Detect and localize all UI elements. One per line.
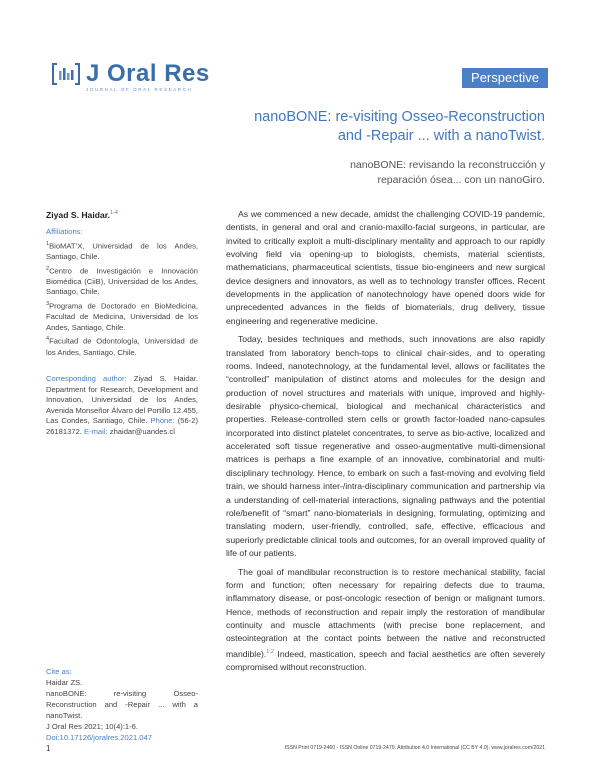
cite-title: nanoBONE: re-visiting Osseo-Reconstruction and -Repair ... with a nanoTwist. [46,689,198,720]
affiliation-number: 3 [46,301,50,308]
affiliation-item [46,334,198,358]
cite-label: Cite as: [46,667,72,676]
cite-as [46,666,198,743]
affiliation-number: 2 [46,265,50,272]
license-text: ISSN Print 0719-2460 - ISSN Online 0719-2479. Attribution 4.0 International (CC BY 4.0). www.joralres.com/2021 [284,745,545,751]
subtitle-line-2: reparación ósea... con un nanoGiro. [377,174,545,186]
affiliation-item [46,264,198,298]
affiliations-label: Affiliations: [46,227,83,237]
email-link[interactable]: zhaidar@uandes.cl [107,427,175,437]
reference-superscript[interactable]: 1,2 [266,648,274,655]
cite-doi-link[interactable]: Doi:10.17126/joralres.2021.047 [46,733,152,742]
paragraph-3-text-a: The goal of mandibular reconstruction is to restore mechanical stability, facial form and function; often necessary for repairing defects due to trauma, inflammatory disease, or post-oncologic resection of benign or malignant tumors. Hence, methods of reconstruction and repair imply the restoration of mandibular continuity and muscle attachments (with precise bone replacement, and osteointegration at the contact points between the native and reconstructed mandible). [226,566,545,659]
journal-name: J Oral Res [86,60,210,87]
journal-subtitle: JOURNAL OF ORAL RESEARCH [86,87,193,92]
title-line-2: and -Repair ... with a nanoTwist. [337,128,545,144]
email-label: E-mail: [84,427,108,437]
author-superscript: 1-4 [110,210,118,216]
affiliation-item [46,299,198,333]
paragraph-3-text-b: Indeed, mastication, speech and facial aesthetics are often severely compromised without reconstruction. [226,648,545,672]
section-badge: Perspective [462,68,548,88]
affiliation-text: BioMAT’X, Universidad de los Andes, Santiago, Chile. [46,241,198,262]
affiliation-text: Facultad de Odontología, Universidad de los Andes, Santiago, Chile. [46,336,198,357]
page-number: 1 [46,744,51,753]
title-line-1: nanoBONE: re-visiting Osseo-Reconstruction [254,109,545,125]
body-text [226,208,545,679]
cite-author: Haidar ZS. [46,678,83,687]
affiliation-item [46,239,198,263]
phone-value: (56-2) 26181372. [46,416,198,437]
body-paragraph-2: Today, besides techniques and methods, such innovations are also rapidly translated from laboratory bench-tops to clinical chair-sides, and to operating rooms. Indeed, nanotechnology, at the fundamental level, allows or facilitates the “controlled” manipulation of distinct atoms and molecules for the design and production of novel structures and materials with unique, improved and highly-desirable physico-chemical, biological and mechanical characteristics and properties. Release-controlled stem cells or growth factor-loaded nano-capsules incorporated into distinct platelet concentrates, to serve as bio-active, localized and accelerated soft tissue regenerative and osseo-augmentative multi-dimensional matrices is perhaps a fine example of an innovative, combinatorial and multi-disciplinary technology. Hence, to embark on such a fast-moving and evolving field train, we should harness inter-/intra-disciplinary communication and partnership via a understanding of cell-material interactions, signaling pathways and the potential role/benefit of “smart” nano-biomaterials in designing, formulating, optimizing and translating modern, user-friendly, controlled, safe, effective, efficacious and superiorly predictable clinical tools and outcomes, for an overall improved quality of life of our patients. [226,334,545,558]
sidebar [46,208,198,438]
article-title [185,108,545,146]
cite-journal: J Oral Res 2021; 10(4):1-6. [46,722,139,731]
affiliation-number: 4 [46,336,50,343]
subtitle-line-1: nanoBONE: revisando la reconstrucción y [350,159,545,171]
page-footer [0,744,600,758]
author-text: Ziyad S. Haidar. [46,209,110,220]
corresponding-author-label: Corresponding author: [46,374,127,384]
phone-label: Phone: [150,416,175,426]
corresponding-author-name: Ziyad S. Haidar. [126,374,198,384]
affiliation-number: 1 [46,241,50,248]
journal-logo [52,60,212,94]
body-paragraph-3 [226,566,545,675]
affiliation-text: Centro de Investigación e Innovación Biomédica (CiiB), Universidad de los Andes, Santiago, Chile. [46,266,198,297]
article-subtitle [245,158,545,188]
corresponding-author-address: Department for Research, Development and Innovation, Universidad de los Andes, Avenida Monseñor Álvaro del Portillo 12.455, Las Condes, Santiago, Chile. [46,384,198,426]
corresponding-author [46,374,198,438]
author-name [46,208,198,220]
journal-logo-icon [52,62,80,86]
body-paragraph-1: As we commenced a new decade, amidst the challenging COVID-19 pandemic, dentists, in general and oral and cranio-maxillo-facial surgeons, in particular, are invited to critically exploit a multi-disciplinary mentality and approach to our rapidly evolving field via opening-up to biologists, chemists, material scientists, mathematicians, pharmaceutical scientists, tissue bio-engineers and new surgical device designers and innovators, as well as to technology transfer offices. Recent developments in the application of nanotechnology have opened doors wide for unprecedented advances in the fields of biomaterials, drug delivery, tissue engineering and regenerative medicine. [226,209,545,326]
affiliation-text: Programa de Doctorado en BioMedicina, Facultad de Medicina, Universidad de los Andes, Santiago, Chile. [46,301,198,332]
